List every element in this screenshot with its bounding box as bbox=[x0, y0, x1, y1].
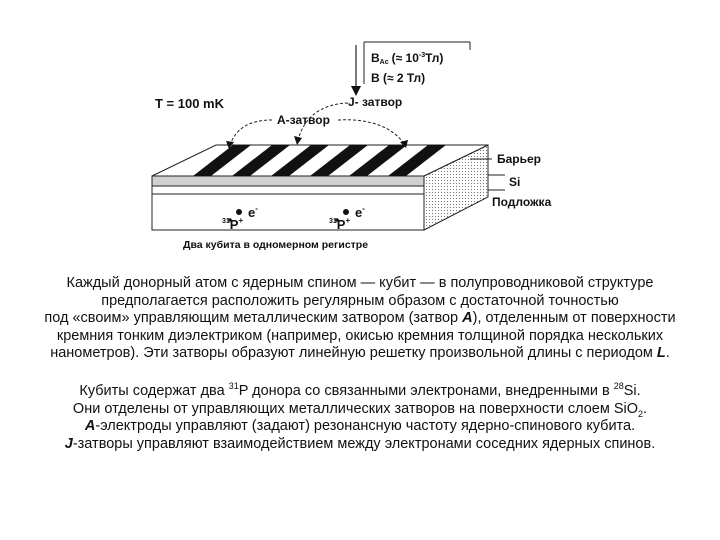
substrate-label: Подложка bbox=[492, 195, 552, 209]
period-symbol: L bbox=[656, 345, 666, 361]
electron-dot bbox=[343, 209, 349, 215]
description-paragraph-1 bbox=[0, 275, 720, 363]
j-gate-label: J- затвор bbox=[348, 95, 403, 109]
text-line: Каждый донорный атом с ядерным спином — кубит — в полупроводниковой структуре bbox=[66, 275, 654, 291]
barrier-label: Барьер bbox=[497, 152, 542, 166]
field-b-label: B (≈ 2 Тл) bbox=[371, 71, 426, 85]
text-line: Они отделены от управляющих металлических затворов на поверхности слоем SiO$_2$. bbox=[72, 400, 648, 419]
electron-label: e bbox=[248, 205, 256, 220]
text-line: Кубиты содержат два $^{31}$P донора со связанными электронами, внедренными в $^{28}$Si. bbox=[79, 381, 641, 399]
barrier-layer bbox=[152, 176, 424, 186]
donor-label: P bbox=[336, 217, 346, 232]
a-gate-pointer bbox=[338, 120, 404, 144]
substrate-front bbox=[152, 194, 424, 230]
svg-text:e-: e- bbox=[355, 204, 365, 220]
text-line: кремния тонким диэлектриком (например, окисью кремния толщиной порядка нескольких bbox=[56, 327, 664, 344]
si-label: Si bbox=[509, 175, 521, 189]
a-gate-label: A-затвор bbox=[277, 113, 330, 127]
electron-label: e bbox=[355, 205, 363, 220]
donor-isotope: 31 bbox=[222, 218, 230, 225]
a-gate-pointer bbox=[230, 120, 272, 145]
temperature-label: T = 100 mK bbox=[155, 96, 225, 111]
svg-text:31P+: $^{31}$P+ bbox=[329, 216, 351, 232]
field-bac-label: BAc (≈ $10^{-3}Тл$) bbox=[371, 51, 444, 66]
gate-symbol: A bbox=[462, 310, 473, 326]
text-line: под «своим» управляющим металлическим затвором (затвор A), отделенным от поверхности bbox=[44, 310, 676, 326]
svg-text:e-: e- bbox=[248, 204, 258, 220]
svg-text:31P+: $^{31}$P+ bbox=[222, 216, 244, 232]
text-line: предполагается расположить регулярным образом с достаточной точностью bbox=[101, 292, 619, 309]
donor-isotope: 31 bbox=[329, 218, 337, 225]
text-line: A-электроды управляют (задают) резонансную частоту ядерно-спинового кубита. bbox=[84, 418, 636, 434]
text-line: J-затворы управляют взаимодействием между электронами соседних ядерных спинов. bbox=[64, 435, 656, 452]
description-paragraph-2 bbox=[0, 383, 720, 453]
si-layer bbox=[152, 186, 424, 194]
electron-dot bbox=[236, 209, 242, 215]
diagram-caption: Два кубита в одномерном регистре bbox=[183, 239, 369, 251]
text-line: нанометров). Эти затворы образуют линейную решетку произвольной длины с периодом L. bbox=[50, 345, 670, 361]
j-gate-pointer-head bbox=[294, 136, 302, 145]
donor-label: P bbox=[229, 217, 239, 232]
